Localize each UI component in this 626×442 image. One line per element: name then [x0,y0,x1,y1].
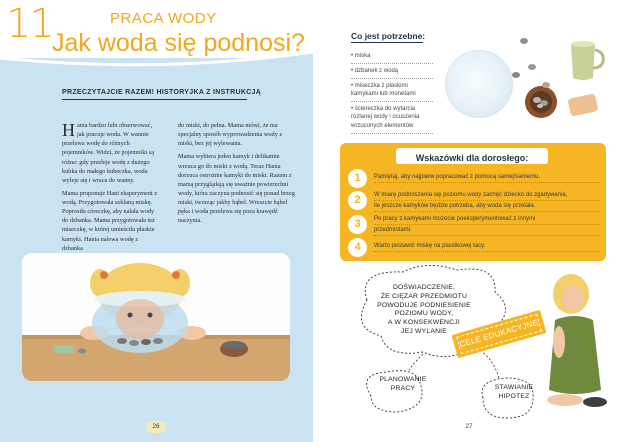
story-paragraph: Mama proponuje Hani eksperyment z wodą. Przygotowała szklaną miskę. Poprosiła córeczkę, aby nalała wody do dzbanka. Mama przygotowała też miseczkę, w której umieściła płaskie kamyki. Hania nalewa wodę z dzbanka [62,189,158,252]
story-text: ania bardzo lubi obserwować, jak pracuje woda. W wannie przelewa wodę do różnych pojemników. Widzi, że pojemniki są różne: gdy przeleje wodę z dużego kubka do małego kubeczka, woda wyleje się i wraca do wanny. [62,122,154,184]
chapter-kicker: PRACA WODY [110,10,217,27]
tip-text [374,191,600,213]
concept-line: POZIOMU WODY, [394,310,454,318]
tip-number: 4 [348,238,367,257]
tip-item [348,169,598,189]
section-heading: PRZECZYTAJCIE RAZEM! HISTORYJKA Z INSTRUKCJĄ [62,89,262,96]
pebble-icon [511,70,521,80]
concept-main-text [369,284,479,337]
tip-text [374,242,600,253]
story-paragraph: Mama wybiera jeden kamyk i delikatnie wrzuca go do miski z wodą. Teraz Hania dorzuca ostrożnie kamyki do miski. Razem z mamą przyglądają się uważnie powierzchni wody, która zaczyna podnosić się ponad brzeg miski, tworząc jakby bąbel. Wreszcie bąbel pęka i woda przelewa się poza krawędź naczynia. [178,153,295,225]
tip-line: Pamiętaj, aby najpierw popracować z pomocą samej/samemu. [374,173,600,183]
tip-line: W miarę podnoszenia się poziomu wody zachęć dziecko do zgadywania, [374,191,600,201]
concept-line: STAWIANIE [494,384,534,391]
chapter-number: 11 [6,1,53,47]
concept-planning-text [375,376,431,394]
illustration-girl-bowl [22,253,290,381]
concept-hypothesis-text [487,384,541,402]
tip-line: Warto postawić miskę na plastikowej tacy. [374,242,600,252]
drop-cap: H [62,120,75,140]
tip-item [348,191,598,211]
story-paragraph: do miski, do pełna. Mama mówi, że ma specjalny sposób wyprowadzenia wody z miski, bez jej wylewania. [178,122,283,148]
glass-bowl-image [445,50,513,118]
concept-line: ŻE CIĘŻAR PRZEDMIOTU [380,292,468,300]
tips-box [340,143,606,261]
jug-image [565,38,605,82]
tip-item [348,215,598,235]
tip-number: 3 [348,215,367,234]
needs-item: • miseczka z płaskimi kamykami lub monetami [351,79,433,102]
tips-title-banner [396,148,548,164]
needs-heading: Co jest potrzebne: [351,31,426,41]
section-rule [62,99,247,100]
page-number: 26 [146,421,166,433]
needs-item: • miska [351,49,433,64]
concept-line: PRACY [390,384,416,392]
story-column-1 [62,121,160,257]
story-column-2 [178,121,296,229]
tip-item [348,238,598,258]
needs-list [351,49,433,134]
educational-goals-label: CELE EDUKACYJNE [456,314,542,354]
pebble-icon [541,80,551,90]
girl-bowl-picture [22,253,290,381]
sponge-image [565,90,601,118]
tip-number: 2 [348,191,367,210]
tip-text [374,173,600,184]
needs-rule [351,42,423,43]
page-number: 27 [465,423,473,430]
concept-line: JEJ WYLANIE [400,328,447,336]
tips-title: Wskazówki dla dorosłego: [415,153,529,163]
concept-line: DOŚWIADCZENIE, [392,284,456,291]
story-paragraph [62,121,160,185]
tip-number: 1 [348,169,367,188]
concept-line: A W KONSEKWENCJI [388,319,460,327]
page-title: Jak woda się podnosi? [52,29,305,57]
pebble-icon [527,62,537,72]
right-page [313,0,626,442]
concept-line: PLANOWANIE [379,376,427,383]
girl-illustration [535,272,625,412]
concept-line: HIPOTEZ [498,392,530,400]
pebble-icon [519,36,529,46]
tip-line: ile jeszcze kamyków będzie potrzeba, aby woda się przelała. [374,202,600,212]
concept-line: POWODUJE PODNIESIENIE [377,301,471,309]
needs-item: • dzbanek z wodą [351,64,433,79]
tip-text [374,215,600,237]
needs-item: • ściereczka do wytarcia rozlanej wody i osuszenia wrzuconych elementów [351,102,433,133]
tip-line: Po pracy z kamykami możecie poeksperymentować z innymi [374,215,600,225]
tip-line: przedmiotami. [374,226,600,236]
